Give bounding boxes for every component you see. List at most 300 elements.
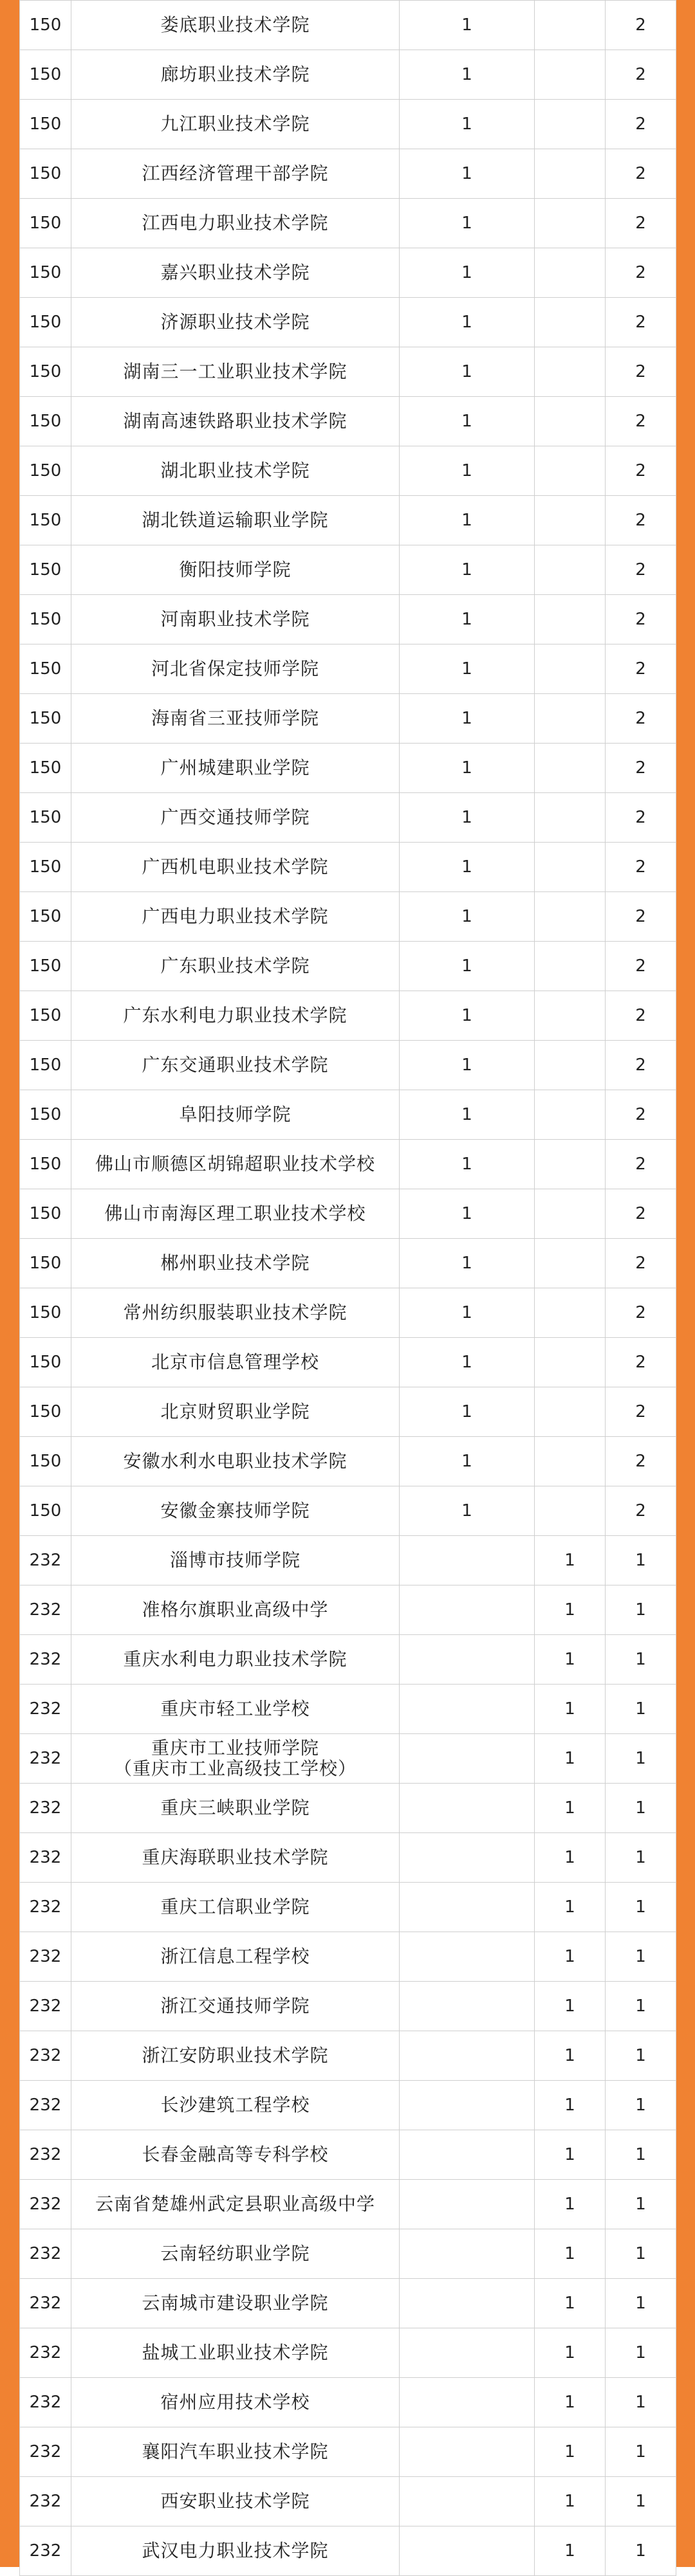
school-name-cell: [71, 991, 400, 1041]
count-a-cell: 1: [400, 149, 535, 199]
count-a-cell: 1: [400, 892, 535, 942]
count-b-cell: [535, 1288, 606, 1338]
total-cell: 2: [606, 892, 676, 942]
table-row: [20, 199, 676, 248]
rank-cell: 232: [20, 1982, 71, 2031]
count-a-cell: 1: [400, 793, 535, 843]
table-row: [20, 1932, 676, 1982]
total-cell: 2: [606, 1090, 676, 1140]
school-name-line: 河南职业技术学院: [160, 608, 310, 630]
school-name-cell: [71, 2031, 400, 2081]
total-cell: 2: [606, 446, 676, 496]
table-row: [20, 942, 676, 991]
table-row: [20, 1883, 676, 1932]
school-name-line: 湖南三一工业职业技术学院: [123, 361, 348, 382]
count-a-cell: [400, 2279, 535, 2328]
total-cell: 2: [606, 843, 676, 892]
count-a-cell: [400, 2328, 535, 2378]
count-b-cell: [535, 199, 606, 248]
total-cell: 1: [606, 1932, 676, 1982]
school-name-cell: [71, 1685, 400, 1734]
school-name-cell: [71, 1784, 400, 1833]
school-name-cell: [71, 2180, 400, 2229]
table-row: [20, 1437, 676, 1486]
count-b-cell: [535, 1486, 606, 1536]
school-name-line: 重庆市轻工业学校: [160, 1698, 310, 1719]
school-name-cell: [71, 199, 400, 248]
rank-cell: 150: [20, 446, 71, 496]
count-b-cell: 1: [535, 1635, 606, 1685]
total-cell: 2: [606, 50, 676, 100]
rank-cell: 150: [20, 843, 71, 892]
table-row: [20, 1833, 676, 1883]
count-b-cell: [535, 892, 606, 942]
school-name-cell: [71, 1140, 400, 1189]
total-cell: 1: [606, 2180, 676, 2229]
school-name-line: 廊坊职业技术学院: [160, 64, 310, 85]
total-cell: 1: [606, 2081, 676, 2130]
school-name-line: 重庆水利电力职业技术学院: [123, 1649, 348, 1670]
school-name-line: 重庆海联职业技术学院: [142, 1847, 329, 1868]
rank-cell: 150: [20, 149, 71, 199]
school-name-line: 嘉兴职业技术学院: [160, 262, 310, 283]
total-cell: 1: [606, 2130, 676, 2180]
rank-cell: 232: [20, 2180, 71, 2229]
school-name-cell: [71, 1833, 400, 1883]
rank-cell: 232: [20, 1883, 71, 1932]
school-name-line: 佛山市顺德区胡锦超职业技术学校: [95, 1153, 375, 1174]
total-cell: 2: [606, 149, 676, 199]
total-cell: 1: [606, 2031, 676, 2081]
rank-cell: 232: [20, 1585, 71, 1635]
table-row: [20, 2526, 676, 2576]
count-b-cell: [535, 1338, 606, 1387]
table-row: [20, 1982, 676, 2031]
school-name-line: 湖南高速铁路职业技术学院: [123, 410, 348, 432]
table-row: [20, 1189, 676, 1239]
count-b-cell: 1: [535, 1784, 606, 1833]
table-row: [20, 2477, 676, 2526]
count-b-cell: 1: [535, 1982, 606, 2031]
school-name-cell: [71, 2130, 400, 2180]
count-a-cell: 1: [400, 100, 535, 149]
rank-cell: 150: [20, 298, 71, 347]
total-cell: 2: [606, 595, 676, 644]
count-a-cell: [400, 2180, 535, 2229]
school-name-cell: [71, 1090, 400, 1140]
table-row: [20, 2378, 676, 2427]
count-a-cell: 1: [400, 1338, 535, 1387]
count-a-cell: [400, 2130, 535, 2180]
rank-cell: 150: [20, 1338, 71, 1387]
table-row: [20, 2279, 676, 2328]
count-a-cell: 1: [400, 545, 535, 595]
count-a-cell: 1: [400, 199, 535, 248]
count-b-cell: [535, 744, 606, 793]
school-name-line: 广西电力职业技术学院: [142, 906, 329, 927]
school-name-line: 安徽水利水电职业技术学院: [123, 1450, 348, 1472]
count-a-cell: 1: [400, 1239, 535, 1288]
table-row: [20, 248, 676, 298]
table-row: [20, 545, 676, 595]
total-cell: 2: [606, 199, 676, 248]
count-b-cell: [535, 496, 606, 545]
count-b-cell: 1: [535, 2328, 606, 2378]
count-b-cell: [535, 694, 606, 744]
school-name-cell: [71, 942, 400, 991]
table-row: [20, 2229, 676, 2279]
total-cell: 1: [606, 2526, 676, 2576]
school-name-line: 北京市信息管理学校: [151, 1351, 319, 1373]
count-b-cell: [535, 942, 606, 991]
school-name-cell: [71, 2378, 400, 2427]
rank-cell: 232: [20, 1784, 71, 1833]
count-a-cell: [400, 2081, 535, 2130]
rank-cell: 232: [20, 2081, 71, 2130]
count-a-cell: [400, 1784, 535, 1833]
school-name-line: 广州城建职业学院: [160, 757, 310, 778]
school-name-line: 浙江交通技师学院: [160, 1995, 310, 2016]
school-name-cell: [71, 744, 400, 793]
table-row: [20, 1288, 676, 1338]
count-a-cell: 1: [400, 1140, 535, 1189]
total-cell: 1: [606, 1685, 676, 1734]
rank-cell: 232: [20, 2279, 71, 2328]
school-name-cell: [71, 793, 400, 843]
table-row: [20, 1140, 676, 1189]
school-name-line: 襄阳汽车职业技术学院: [142, 2441, 329, 2462]
rank-cell: 232: [20, 2526, 71, 2576]
rank-cell: 150: [20, 694, 71, 744]
school-name-line: 广东水利电力职业技术学院: [123, 1005, 348, 1026]
count-a-cell: [400, 2427, 535, 2477]
rank-cell: 150: [20, 595, 71, 644]
school-name-line: 安徽金寨技师学院: [160, 1500, 310, 1521]
table-row: [20, 644, 676, 694]
school-name-cell: [71, 1883, 400, 1932]
total-cell: 2: [606, 1486, 676, 1536]
school-name-line: 衡阳技师学院: [179, 559, 292, 580]
table-row: [20, 100, 676, 149]
total-cell: 1: [606, 1784, 676, 1833]
count-a-cell: 1: [400, 1041, 535, 1090]
rank-cell: 232: [20, 1734, 71, 1784]
count-b-cell: 1: [535, 1685, 606, 1734]
table-row: [20, 2427, 676, 2477]
total-cell: 1: [606, 1982, 676, 2031]
count-a-cell: 1: [400, 1387, 535, 1437]
school-name-line: 海南省三亚技师学院: [151, 708, 319, 729]
count-a-cell: [400, 1932, 535, 1982]
table-row: [20, 347, 676, 397]
count-b-cell: [535, 248, 606, 298]
count-b-cell: 1: [535, 2427, 606, 2477]
school-name-cell: [71, 1536, 400, 1585]
school-name-cell: [71, 2526, 400, 2576]
school-name-cell: [71, 892, 400, 942]
rank-cell: 150: [20, 1288, 71, 1338]
count-b-cell: [535, 1239, 606, 1288]
rank-cell: 232: [20, 1685, 71, 1734]
rank-cell: 150: [20, 1486, 71, 1536]
table-row: [20, 149, 676, 199]
school-name-line: （重庆市工业高级技工学校）: [113, 1758, 357, 1779]
total-cell: 1: [606, 1536, 676, 1585]
school-name-cell: [71, 50, 400, 100]
count-a-cell: [400, 2229, 535, 2279]
count-b-cell: [535, 1140, 606, 1189]
count-a-cell: [400, 2378, 535, 2427]
count-b-cell: [535, 1, 606, 50]
school-name-line: 浙江信息工程学校: [160, 1946, 310, 1967]
table-row: [20, 694, 676, 744]
ranking-sheet: [19, 0, 676, 2567]
count-b-cell: [535, 991, 606, 1041]
school-name-cell: [71, 446, 400, 496]
total-cell: 2: [606, 644, 676, 694]
school-name-cell: [71, 1387, 400, 1437]
rank-cell: 232: [20, 2130, 71, 2180]
school-name-line: 重庆三峡职业学院: [160, 1797, 310, 1818]
table-row: [20, 1585, 676, 1635]
total-cell: 2: [606, 347, 676, 397]
rank-cell: 232: [20, 2328, 71, 2378]
count-b-cell: 1: [535, 2279, 606, 2328]
ranking-table-body: [20, 1, 676, 2576]
school-name-line: 武汉电力职业技术学院: [142, 2540, 329, 2561]
table-row: [20, 1536, 676, 1585]
total-cell: 1: [606, 1635, 676, 1685]
school-name-cell: [71, 1585, 400, 1635]
school-name-cell: [71, 1486, 400, 1536]
total-cell: 2: [606, 397, 676, 446]
table-row: [20, 1635, 676, 1685]
count-b-cell: 1: [535, 2130, 606, 2180]
table-row: [20, 496, 676, 545]
school-name-cell: [71, 1041, 400, 1090]
school-name-line: 湖北铁道运输职业学院: [142, 509, 329, 531]
count-b-cell: 1: [535, 2526, 606, 2576]
school-name-cell: [71, 2328, 400, 2378]
table-row: [20, 397, 676, 446]
count-b-cell: [535, 397, 606, 446]
table-row: [20, 991, 676, 1041]
rank-cell: 150: [20, 1041, 71, 1090]
table-row: [20, 2081, 676, 2130]
rank-cell: 232: [20, 2477, 71, 2526]
table-row: [20, 843, 676, 892]
count-a-cell: 1: [400, 496, 535, 545]
count-a-cell: [400, 1585, 535, 1635]
count-b-cell: [535, 843, 606, 892]
school-name-line: 广东职业技术学院: [160, 955, 310, 976]
rank-cell: 150: [20, 1090, 71, 1140]
total-cell: 2: [606, 496, 676, 545]
school-name-cell: [71, 1338, 400, 1387]
count-b-cell: 1: [535, 1536, 606, 1585]
count-a-cell: 1: [400, 942, 535, 991]
count-a-cell: [400, 2526, 535, 2576]
count-a-cell: 1: [400, 644, 535, 694]
school-name-cell: [71, 1189, 400, 1239]
rank-cell: 150: [20, 892, 71, 942]
count-a-cell: [400, 1883, 535, 1932]
count-a-cell: [400, 1734, 535, 1784]
table-row: [20, 2180, 676, 2229]
total-cell: 1: [606, 2427, 676, 2477]
count-b-cell: [535, 545, 606, 595]
count-b-cell: [535, 50, 606, 100]
school-name-cell: [71, 694, 400, 744]
table-row: [20, 1041, 676, 1090]
table-row: [20, 793, 676, 843]
count-b-cell: 1: [535, 1734, 606, 1784]
count-a-cell: 1: [400, 595, 535, 644]
total-cell: 2: [606, 1041, 676, 1090]
count-b-cell: 1: [535, 1833, 606, 1883]
total-cell: 2: [606, 1338, 676, 1387]
count-b-cell: 1: [535, 2180, 606, 2229]
count-a-cell: [400, 1833, 535, 1883]
school-name-cell: [71, 644, 400, 694]
school-name-line: 广东交通职业技术学院: [142, 1054, 329, 1075]
count-b-cell: 1: [535, 1585, 606, 1635]
school-name-line: 湖北职业技术学院: [160, 460, 310, 481]
school-name-cell: [71, 1982, 400, 2031]
table-row: [20, 1734, 676, 1784]
school-name-line: 阜阳技师学院: [179, 1104, 292, 1125]
count-a-cell: 1: [400, 248, 535, 298]
rank-cell: 150: [20, 793, 71, 843]
count-a-cell: 1: [400, 1090, 535, 1140]
school-name-line: 淄博市技师学院: [169, 1549, 301, 1571]
count-a-cell: 1: [400, 744, 535, 793]
school-name-line: 九江职业技术学院: [160, 113, 310, 134]
table-row: [20, 2031, 676, 2081]
rank-cell: 150: [20, 1239, 71, 1288]
total-cell: 1: [606, 1585, 676, 1635]
rank-cell: 150: [20, 50, 71, 100]
count-b-cell: [535, 100, 606, 149]
count-b-cell: 1: [535, 2477, 606, 2526]
total-cell: 2: [606, 1, 676, 50]
total-cell: 2: [606, 1288, 676, 1338]
school-name-cell: [71, 397, 400, 446]
rank-cell: 150: [20, 942, 71, 991]
count-a-cell: 1: [400, 1288, 535, 1338]
total-cell: 2: [606, 248, 676, 298]
count-b-cell: [535, 347, 606, 397]
total-cell: 2: [606, 545, 676, 595]
table-row: [20, 1, 676, 50]
school-name-cell: [71, 2279, 400, 2328]
school-name-line: 云南轻纺职业学院: [160, 2243, 310, 2264]
rank-cell: 150: [20, 545, 71, 595]
school-name-cell: [71, 1932, 400, 1982]
rank-cell: 232: [20, 1833, 71, 1883]
count-a-cell: 1: [400, 694, 535, 744]
rank-cell: 150: [20, 1189, 71, 1239]
rank-cell: 150: [20, 644, 71, 694]
total-cell: 2: [606, 1140, 676, 1189]
school-name-cell: [71, 1288, 400, 1338]
count-b-cell: 1: [535, 2031, 606, 2081]
school-name-line: 长沙建筑工程学校: [160, 2094, 310, 2115]
count-b-cell: [535, 644, 606, 694]
rank-cell: 232: [20, 1536, 71, 1585]
count-a-cell: 1: [400, 298, 535, 347]
rank-cell: 150: [20, 991, 71, 1041]
count-a-cell: 1: [400, 446, 535, 496]
total-cell: 2: [606, 1387, 676, 1437]
school-name-cell: [71, 1437, 400, 1486]
rank-cell: 150: [20, 1437, 71, 1486]
school-name-line: 云南城市建设职业学院: [142, 2292, 329, 2314]
total-cell: 2: [606, 744, 676, 793]
school-name-line: 娄底职业技术学院: [160, 14, 310, 35]
total-cell: 2: [606, 793, 676, 843]
ranking-table: [19, 0, 676, 2576]
count-b-cell: [535, 1387, 606, 1437]
table-row: [20, 1784, 676, 1833]
count-a-cell: 1: [400, 991, 535, 1041]
count-b-cell: [535, 446, 606, 496]
school-name-cell: [71, 149, 400, 199]
rank-cell: 150: [20, 248, 71, 298]
count-b-cell: 1: [535, 2081, 606, 2130]
table-row: [20, 1685, 676, 1734]
total-cell: 1: [606, 2328, 676, 2378]
school-name-cell: [71, 1734, 400, 1784]
school-name-line: 准格尔旗职业高级中学: [142, 1599, 329, 1620]
rank-cell: 232: [20, 2378, 71, 2427]
school-name-cell: [71, 2477, 400, 2526]
school-name-line: 重庆市工业技师学院: [151, 1737, 319, 1758]
rank-cell: 232: [20, 2031, 71, 2081]
school-name-line: 浙江安防职业技术学院: [142, 2045, 329, 2066]
school-name-cell: [71, 595, 400, 644]
school-name-cell: [71, 496, 400, 545]
school-name-cell: [71, 1635, 400, 1685]
count-a-cell: 1: [400, 1437, 535, 1486]
count-a-cell: 1: [400, 347, 535, 397]
school-name-line: 济源职业技术学院: [160, 311, 310, 333]
count-a-cell: 1: [400, 843, 535, 892]
total-cell: 1: [606, 2378, 676, 2427]
rank-cell: 232: [20, 1932, 71, 1982]
total-cell: 1: [606, 2477, 676, 2526]
school-name-line: 云南省楚雄州武定县职业高级中学: [95, 2193, 375, 2215]
total-cell: 2: [606, 1437, 676, 1486]
table-row: [20, 744, 676, 793]
total-cell: 2: [606, 1239, 676, 1288]
school-name-cell: [71, 100, 400, 149]
school-name-line: 河北省保定技师学院: [151, 658, 319, 679]
total-cell: 1: [606, 2279, 676, 2328]
school-name-cell: [71, 2229, 400, 2279]
table-row: [20, 1486, 676, 1536]
count-a-cell: 1: [400, 50, 535, 100]
rank-cell: 150: [20, 397, 71, 446]
school-name-line: 广西交通技师学院: [160, 807, 310, 828]
count-a-cell: 1: [400, 397, 535, 446]
school-name-cell: [71, 298, 400, 347]
count-a-cell: [400, 2031, 535, 2081]
school-name-cell: [71, 347, 400, 397]
table-row: [20, 298, 676, 347]
total-cell: 2: [606, 298, 676, 347]
school-name-line: 常州纺织服装职业技术学院: [123, 1302, 348, 1323]
